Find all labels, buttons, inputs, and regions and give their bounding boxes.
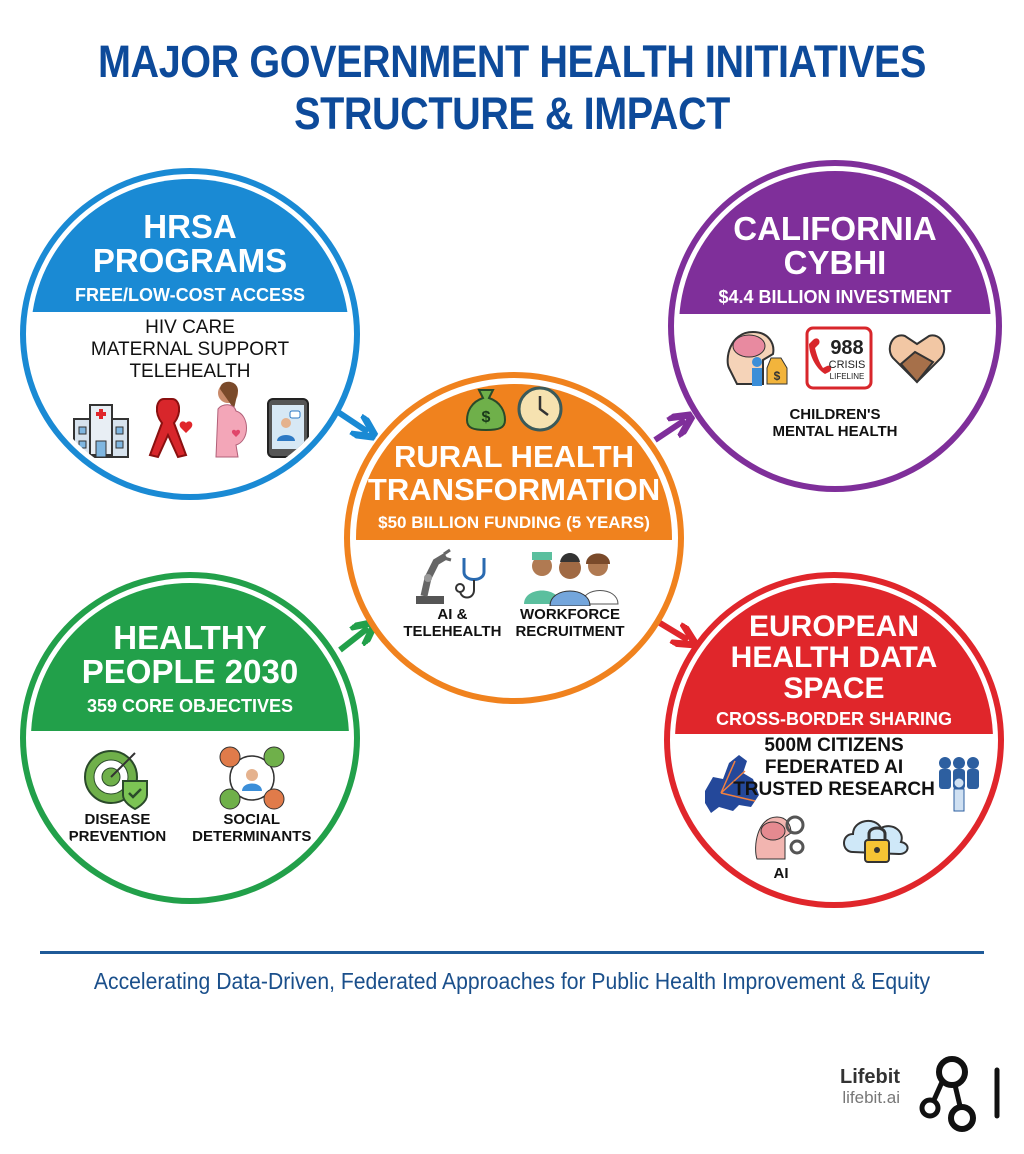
hrsa-item-maternal: MATERNAL SUPPORT <box>90 339 290 360</box>
svg-text:$: $ <box>481 409 491 426</box>
hrsa-subtitle: FREE/LOW-COST ACCESS <box>75 285 305 305</box>
rural-title-2: TRANSFORMATION <box>367 472 661 507</box>
node-rural-health-transformation <box>344 372 684 704</box>
node-california-cybhi <box>668 160 1002 492</box>
feature-ai-telehealth <box>403 548 501 640</box>
california-title-1: CALIFORNIA <box>733 210 937 247</box>
handshake-heart-icon <box>887 330 947 386</box>
rural-title-1: RURAL HEALTH <box>394 439 634 474</box>
community-network-icon <box>216 745 288 811</box>
ehds-title-1: EUROPEAN <box>748 610 920 643</box>
tablet-telehealth-icon <box>266 397 310 459</box>
ehds-item-citizens: 500M CITIZENS <box>764 735 904 756</box>
disease-label-1: DISEASE <box>84 811 151 828</box>
brand-url: lifebit.ai <box>842 1088 900 1107</box>
ehds-item-federated-ai: FEDERATED AI <box>764 757 904 778</box>
feature-workforce-recruitment <box>515 548 624 640</box>
healthy-subtitle: 359 CORE OBJECTIVES <box>86 696 294 716</box>
hrsa-item-telehealth: TELEHEALTH <box>129 361 251 382</box>
clock-icon <box>517 386 563 432</box>
feature-disease-prevention <box>69 745 167 845</box>
robot-arm-stethoscope-icon <box>410 548 494 606</box>
brand-name: Lifebit <box>840 1066 900 1088</box>
brain-funding-icon <box>723 328 791 388</box>
disease-label-2: PREVENTION <box>68 828 167 845</box>
california-label-1: CHILDREN'S <box>789 406 881 423</box>
hrsa-item-hiv: HIV CARE <box>145 317 235 338</box>
awareness-ribbon-icon <box>142 395 198 459</box>
feature-ai-label-1: AI & <box>437 606 468 623</box>
page-title-line-1: MAJOR GOVERNMENT HEALTH INITIATIVES <box>98 36 926 87</box>
svg-text:LIFELINE: LIFELINE <box>829 372 865 381</box>
ehds-item-trusted-research: TRUSTED RESEARCH <box>733 779 935 800</box>
footer-divider <box>40 951 984 954</box>
rural-subtitle: $50 BILLION FUNDING (5 YEARS) <box>378 513 650 532</box>
hrsa-title-2: PROGRAMS <box>92 242 288 279</box>
brand-block <box>830 1066 900 1108</box>
pregnant-woman-icon <box>208 379 256 459</box>
ehds-title-3: SPACE <box>783 672 885 705</box>
ai-brain-gears-icon <box>753 809 809 865</box>
svg-text:988: 988 <box>830 337 864 359</box>
ai-label: AI <box>773 865 789 882</box>
hospital-icon <box>70 401 132 459</box>
healthy-title-1: HEALTHY <box>113 619 267 656</box>
money-bag-icon <box>465 386 507 432</box>
social-label-2: DETERMINANTS <box>192 828 312 845</box>
crisis-lifeline-icon <box>803 326 875 390</box>
node-european-health-data-space <box>664 572 1004 908</box>
page-title-line-2: STRUCTURE & IMPACT <box>294 88 730 139</box>
feature-workforce-label-2: RECRUITMENT <box>515 623 625 640</box>
feature-workforce-label-1: WORKFORCE <box>520 606 621 623</box>
svg-text:CRISIS: CRISIS <box>828 359 866 371</box>
footer-tagline: Accelerating Data-Driven, Federated Approaches for Public Health Improvement & Equity <box>93 968 931 994</box>
cloud-lock-icon <box>839 810 915 866</box>
target-shield-icon <box>81 745 153 811</box>
ehds-subtitle: CROSS-BORDER SHARING <box>715 709 952 729</box>
lifebit-logo-icon <box>918 1050 1008 1136</box>
california-title-2: CYBHI <box>783 244 887 281</box>
feature-social-determinants <box>192 745 311 845</box>
svg-text:$: $ <box>773 369 781 383</box>
healthcare-workers-icon <box>520 548 620 606</box>
california-subtitle: $4.4 BILLION INVESTMENT <box>718 287 952 307</box>
feature-ai <box>753 809 809 882</box>
ehds-title-2: HEALTH DATA <box>730 641 938 674</box>
node-healthy-people-2030 <box>20 572 360 904</box>
healthy-title-2: PEOPLE 2030 <box>81 653 299 690</box>
people-group-icon <box>931 755 987 813</box>
feature-ai-label-2: TELEHEALTH <box>403 623 502 640</box>
california-label-2: MENTAL HEALTH <box>772 423 898 440</box>
social-label-1: SOCIAL <box>223 811 281 828</box>
node-hrsa <box>20 168 360 500</box>
hrsa-title-1: HRSA <box>143 208 237 245</box>
